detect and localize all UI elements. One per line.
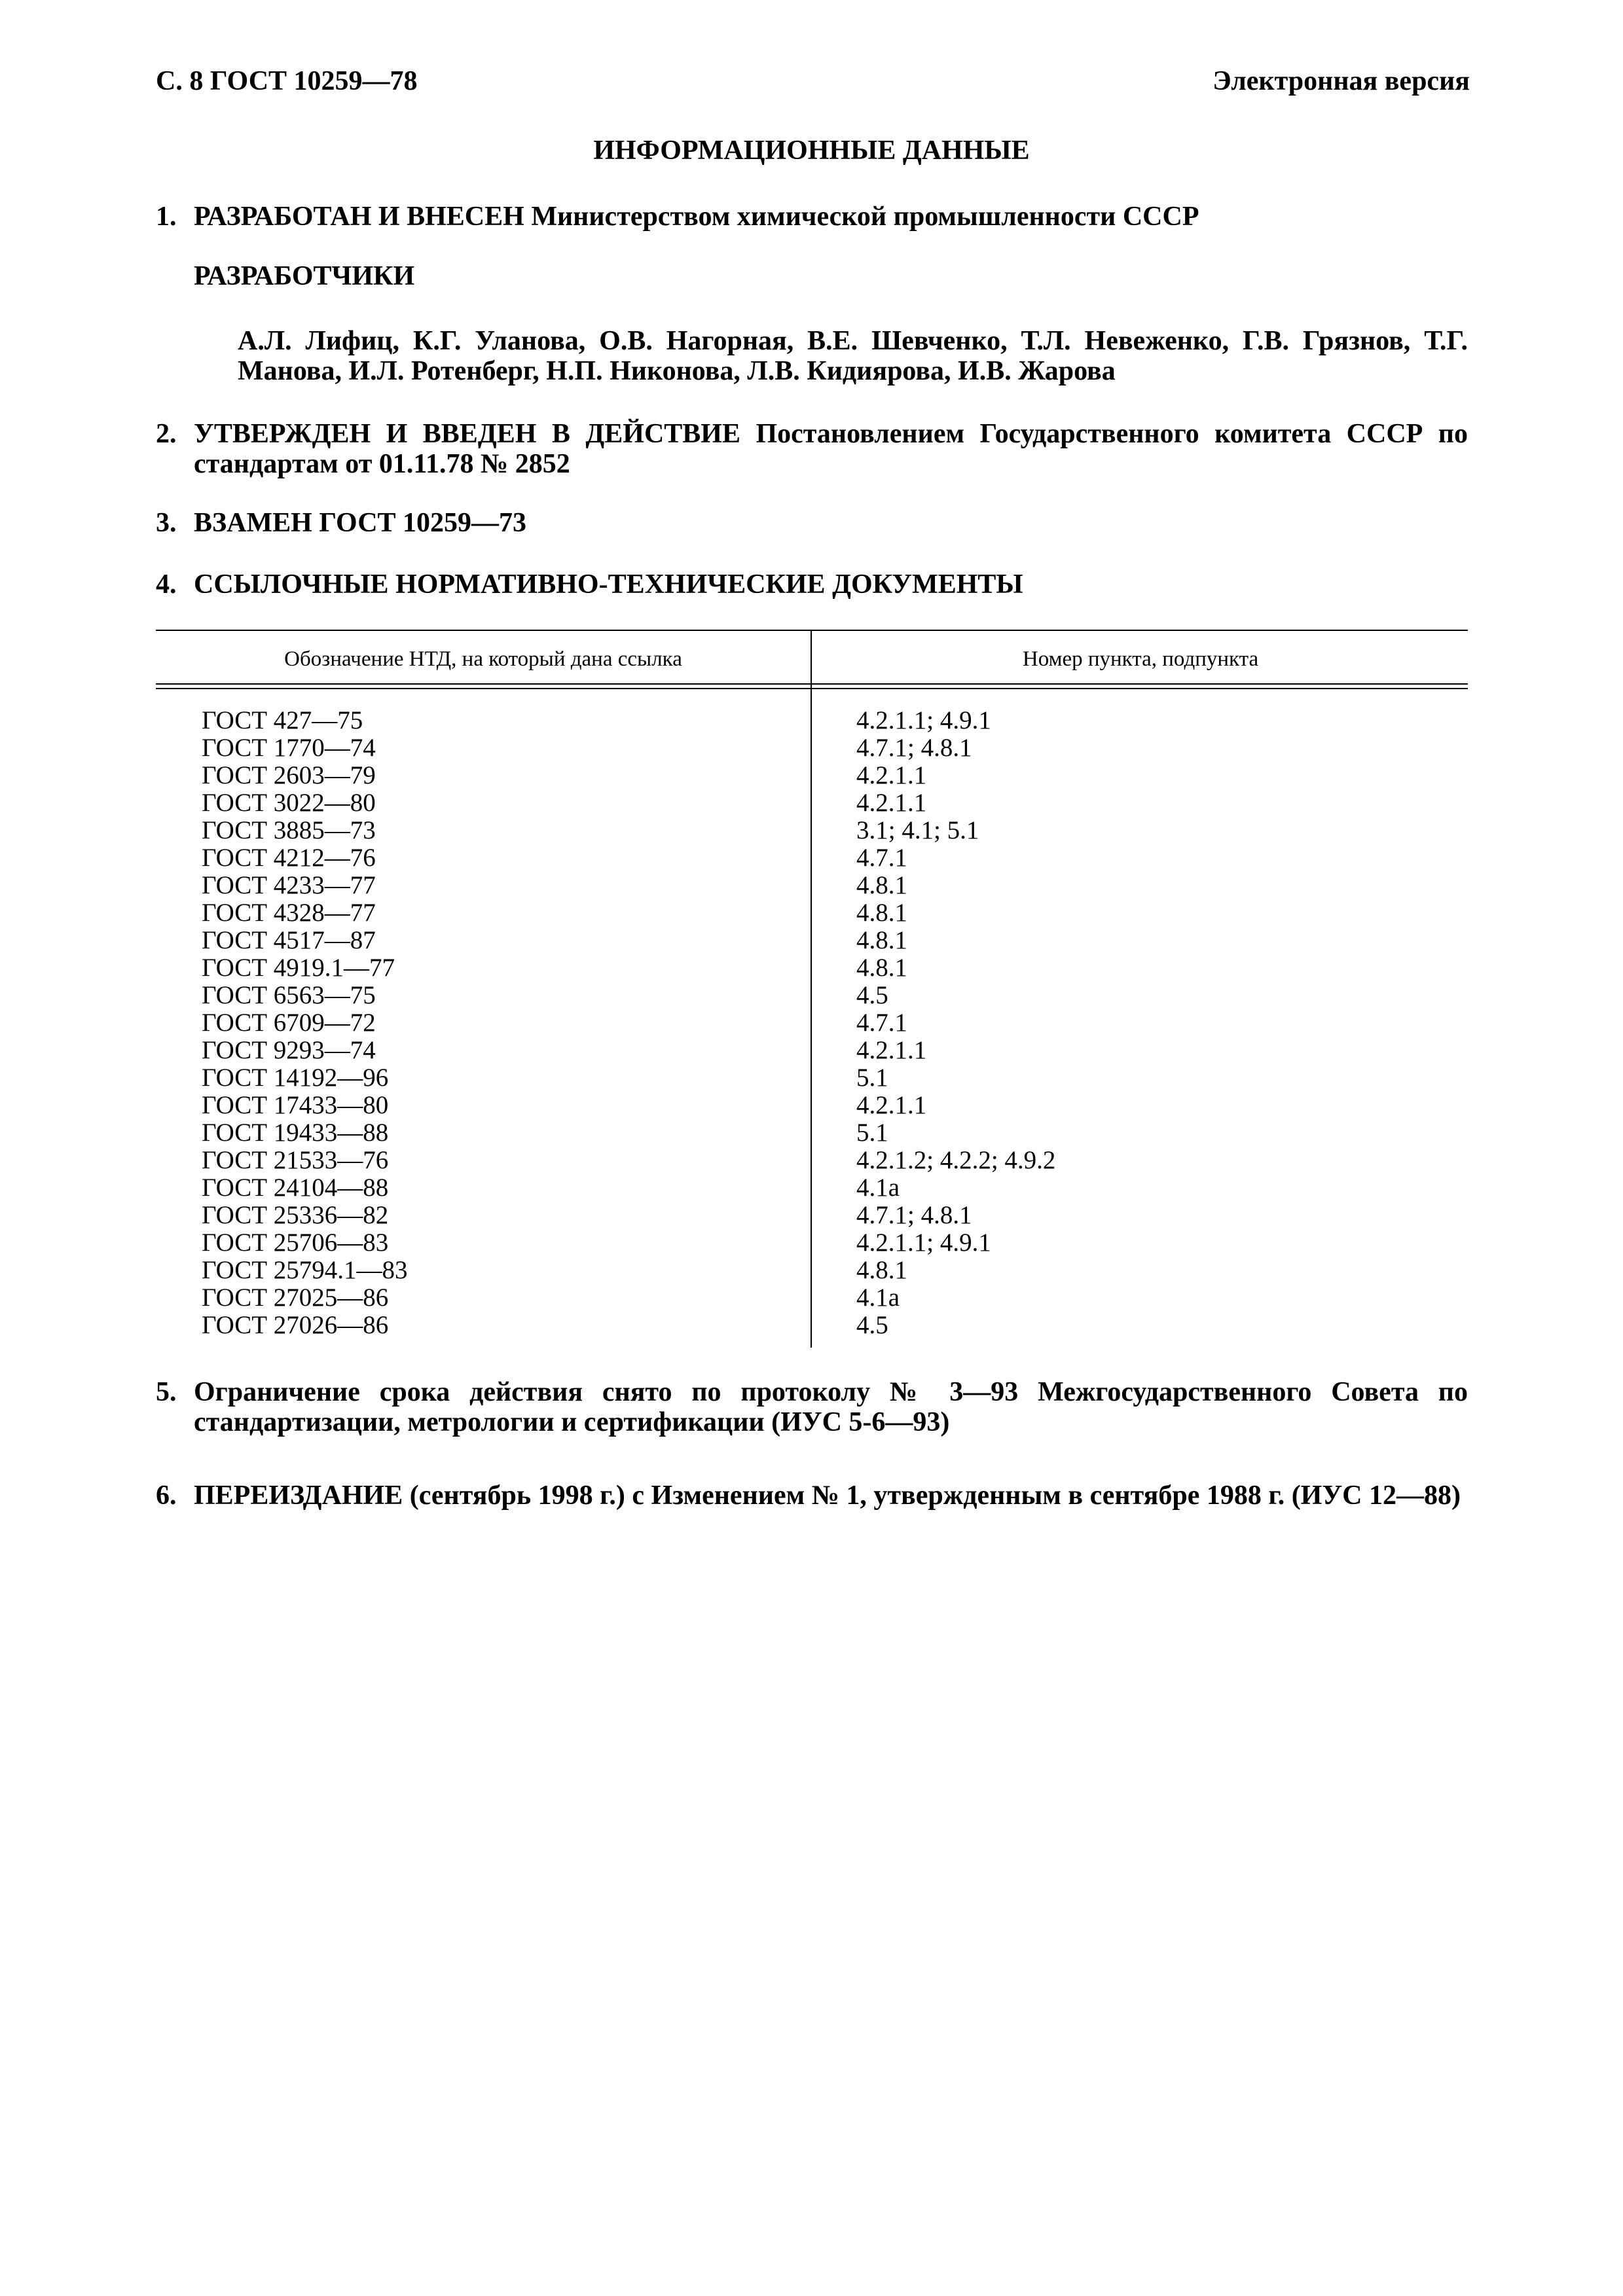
table-cell-designation: ГОСТ 17433—80 <box>202 1091 389 1119</box>
table-row <box>156 817 1468 844</box>
table-row <box>156 872 1468 899</box>
item-2-number: 2. <box>156 419 177 449</box>
table-cell-clause: 4.7.1; 4.8.1 <box>856 734 972 762</box>
table-cell-designation: ГОСТ 25706—83 <box>202 1229 389 1257</box>
table-cell-clause: 4.7.1; 4.8.1 <box>856 1201 972 1229</box>
table-row <box>156 1147 1468 1174</box>
table-row <box>156 1257 1468 1284</box>
table-row <box>156 1229 1468 1257</box>
table-header-rule <box>156 688 1468 689</box>
table-cell-clause: 4.8.1 <box>856 926 907 954</box>
table-cell-designation: ГОСТ 4517—87 <box>202 926 376 954</box>
table-row <box>156 1202 1468 1229</box>
item-1-text: Министерством химической промышленности СССР <box>524 202 1199 232</box>
item-2 <box>156 419 1468 479</box>
table-cell-clause: 4.2.1.1 <box>856 761 927 789</box>
table-cell-clause: 4.1а <box>856 1174 900 1202</box>
item-5-number: 5. <box>156 1377 177 1407</box>
table-cell-designation: ГОСТ 27026—86 <box>202 1311 389 1339</box>
table-cell-clause: 4.8.1 <box>856 871 907 899</box>
developers-heading: РАЗРАБОТЧИКИ <box>194 261 415 291</box>
table-cell-designation: ГОСТ 1770—74 <box>202 734 376 762</box>
table-header-rule <box>156 683 1468 685</box>
table-row <box>156 1009 1468 1037</box>
table-row <box>156 1037 1468 1064</box>
table-row <box>156 1284 1468 1312</box>
table-cell-clause: 4.8.1 <box>856 954 907 982</box>
item-1-lead: РАЗРАБОТАН И ВНЕСЕН <box>194 202 524 232</box>
page-header-right: Электронная версия <box>1213 66 1470 96</box>
item-2-text: Постановлением Государственного комитета СССР по стандартам от 01.11.78 № 2852 <box>194 419 1468 479</box>
table-row <box>156 844 1468 872</box>
table-row <box>156 1174 1468 1202</box>
table-cell-designation: ГОСТ 27025—86 <box>202 1283 389 1312</box>
table-cell-clause: 3.1; 4.1; 5.1 <box>856 816 979 844</box>
table-cell-clause: 5.1 <box>856 1119 888 1147</box>
table-cell-clause: 4.8.1 <box>856 1256 907 1284</box>
item-4-number: 4. <box>156 569 177 600</box>
table-cell-designation: ГОСТ 3885—73 <box>202 816 376 844</box>
item-3-number: 3. <box>156 508 177 538</box>
item-3-text: ВЗАМЕН ГОСТ 10259—73 <box>194 508 527 538</box>
table-row <box>156 1119 1468 1147</box>
table-cell-designation: ГОСТ 4212—76 <box>202 844 376 872</box>
table-body <box>156 707 1468 1339</box>
table-cell-designation: ГОСТ 25794.1—83 <box>202 1256 408 1284</box>
item-6 <box>156 1480 1468 1511</box>
table-row <box>156 899 1468 927</box>
item-3 <box>156 508 1468 538</box>
table-cell-clause: 4.5 <box>856 1311 888 1339</box>
table-cell-designation: ГОСТ 6709—72 <box>202 1009 376 1037</box>
table-cell-designation: ГОСТ 427—75 <box>202 706 363 734</box>
item-4 <box>156 569 1468 600</box>
item-1-number: 1. <box>156 202 177 232</box>
table-cell-clause: 4.5 <box>856 981 888 1009</box>
table-row <box>156 734 1468 762</box>
table-cell-designation: ГОСТ 21533—76 <box>202 1146 389 1174</box>
table-cell-clause: 4.2.1.2; 4.2.2; 4.9.2 <box>856 1146 1056 1174</box>
table-cell-clause: 4.2.1.1; 4.9.1 <box>856 706 991 734</box>
table-cell-designation: ГОСТ 24104—88 <box>202 1174 389 1202</box>
item-5-text: Ограничение срока действия снято по протоколу № 3—93 Межгосударственного Совета по стандартизации, метрологии и сертификации (ИУС 5-6—93) <box>194 1377 1468 1437</box>
item-5 <box>156 1377 1468 1437</box>
item-6-number: 6. <box>156 1480 177 1511</box>
table-row <box>156 1092 1468 1119</box>
table-cell-designation: ГОСТ 4328—77 <box>202 899 376 927</box>
developers-list: А.Л. Лифиц, К.Г. Уланова, О.В. Нагорная, В.Е. Шевченко, Т.Л. Невеженко, Г.В. Грязнов, Т.Г. Манова, И.Л. Ротенберг, Н.П. Никонова, Л.В. Кидиярова, И.В. Жарова <box>238 326 1468 386</box>
item-4-text: ССЫЛОЧНЫЕ НОРМАТИВНО-ТЕХНИЧЕСКИЕ ДОКУМЕНТЫ <box>194 569 1023 600</box>
table-row <box>156 927 1468 954</box>
table-cell-designation: ГОСТ 25336—82 <box>202 1201 389 1229</box>
table-cell-designation: ГОСТ 2603—79 <box>202 761 376 789</box>
table-cell-clause: 4.8.1 <box>856 899 907 927</box>
item-6-lead: ПЕРЕИЗДАНИЕ <box>194 1480 403 1511</box>
table-row <box>156 982 1468 1009</box>
item-6-text: (сентябрь 1998 г.) с Изменением № 1, утвержденным в сентябре 1988 г. (ИУС 12—88) <box>403 1480 1461 1511</box>
table-row <box>156 1312 1468 1339</box>
table-row <box>156 1064 1468 1092</box>
table-cell-designation: ГОСТ 4233—77 <box>202 871 376 899</box>
table-cell-designation: ГОСТ 19433—88 <box>202 1119 389 1147</box>
table-cell-designation: ГОСТ 6563—75 <box>202 981 376 1009</box>
table-cell-designation: ГОСТ 3022—80 <box>202 789 376 817</box>
page-title: ИНФОРМАЦИОННЫЕ ДАННЫЕ <box>593 135 1030 166</box>
table-header-designation: Обозначение НТД, на который дана ссылка <box>284 647 682 671</box>
table-top-rule <box>156 630 1468 631</box>
table-cell-clause: 4.2.1.1; 4.9.1 <box>856 1229 991 1257</box>
table-row <box>156 954 1468 982</box>
table-cell-designation: ГОСТ 14192—96 <box>202 1064 389 1092</box>
table-cell-clause: 4.2.1.1 <box>856 1036 927 1064</box>
table-row <box>156 762 1468 789</box>
table-cell-clause: 4.1а <box>856 1283 900 1312</box>
item-1 <box>156 202 1468 232</box>
table-header-clause: Номер пункта, подпункта <box>1022 647 1259 671</box>
table-cell-clause: 4.7.1 <box>856 844 907 872</box>
table-row <box>156 707 1468 734</box>
table-cell-designation: ГОСТ 9293—74 <box>202 1036 376 1064</box>
table-cell-clause: 5.1 <box>856 1064 888 1092</box>
table-cell-clause: 4.2.1.1 <box>856 789 927 817</box>
table-cell-clause: 4.7.1 <box>856 1009 907 1037</box>
table-cell-designation: ГОСТ 4919.1—77 <box>202 954 395 982</box>
item-2-lead: УТВЕРЖДЕН И ВВЕДЕН В ДЕЙСТВИЕ <box>194 419 740 449</box>
table-row <box>156 789 1468 817</box>
page-header-left: С. 8 ГОСТ 10259—78 <box>156 66 418 96</box>
table-cell-clause: 4.2.1.1 <box>856 1091 927 1119</box>
